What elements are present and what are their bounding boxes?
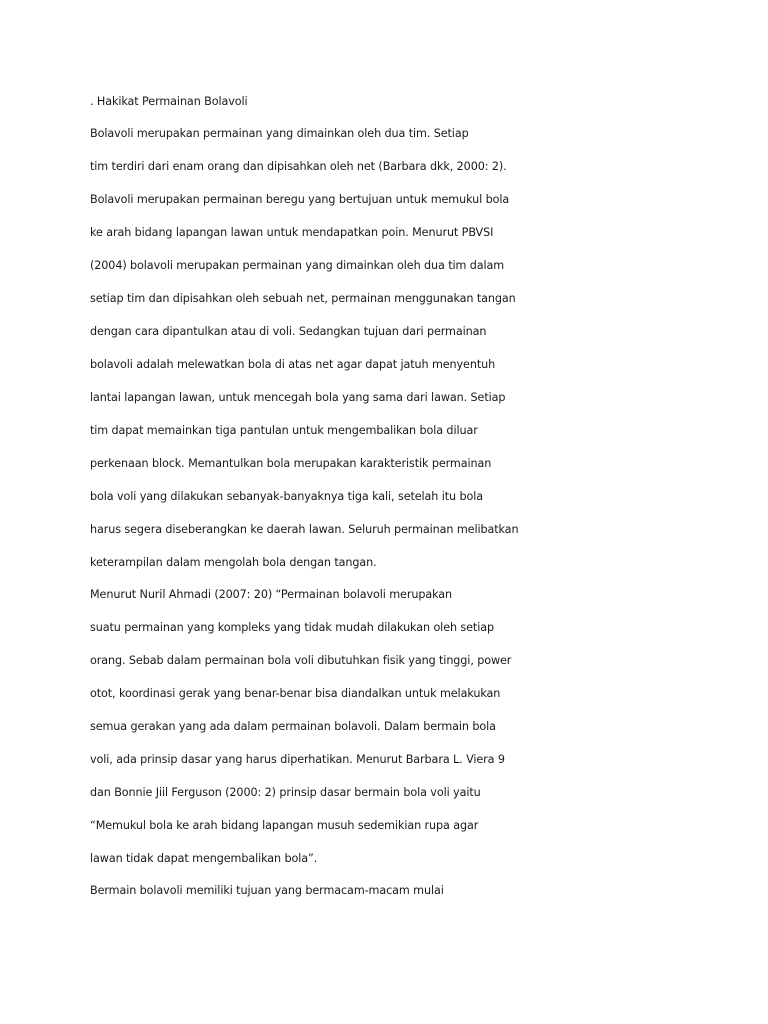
body-text-line: setiap tim dan dipisahkan oleh sebuah net, permainan menggunakan tangan xyxy=(90,292,516,305)
body-text-line: tim dapat memainkan tiga pantulan untuk mengembalikan bola diluar xyxy=(90,424,478,437)
body-text-line: (2004) bolavoli merupakan permainan yang dimainkan oleh dua tim dalam xyxy=(90,259,505,272)
body-text-line: orang. Sebab dalam permainan bola voli dibutuhkan fisik yang tinggi, power xyxy=(90,654,512,667)
body-text-line: “Memukul bola ke arah bidang lapangan musuh sedemikian rupa agar xyxy=(90,819,479,832)
body-text-line: tim terdiri dari enam orang dan dipisahkan oleh net (Barbara dkk, 2000: 2). xyxy=(90,160,507,173)
body-text-line: bola voli yang dilakukan sebanyak-banyaknya tiga kali, setelah itu bola xyxy=(90,490,484,503)
body-text-line: perkenaan block. Memantulkan bola merupakan karakteristik permainan xyxy=(90,457,492,470)
body-text-line: semua gerakan yang ada dalam permainan bolavoli. Dalam bermain bola xyxy=(90,720,496,733)
body-text-line: dengan cara dipantulkan atau di voli. Sedangkan tujuan dari permainan xyxy=(90,325,487,338)
body-text-line: lantai lapangan lawan, untuk mencegah bola yang sama dari lawan. Setiap xyxy=(90,391,506,404)
section-heading: . Hakikat Permainan Bolavoli xyxy=(90,95,248,108)
body-text-line: keterampilan dalam mengolah bola dengan tangan. xyxy=(90,556,377,569)
body-text-line: Bermain bolavoli memiliki tujuan yang bermacam-macam mulai xyxy=(90,884,444,897)
body-text-line: Menurut Nuril Ahmadi (2007: 20) “Permainan bolavoli merupakan xyxy=(90,588,453,601)
body-text-line: Bolavoli merupakan permainan yang dimainkan oleh dua tim. Setiap xyxy=(90,127,469,140)
body-text-line: bolavoli adalah melewatkan bola di atas net agar dapat jatuh menyentuh xyxy=(90,358,496,371)
body-text-line: otot, koordinasi gerak yang benar-benar bisa diandalkan untuk melakukan xyxy=(90,687,501,700)
body-text-line: ke arah bidang lapangan lawan untuk mendapatkan poin. Menurut PBVSI xyxy=(90,226,494,239)
body-text-line: dan Bonnie Jiil Ferguson (2000: 2) prinsip dasar bermain bola voli yaitu xyxy=(90,786,481,799)
body-text-line: lawan tidak dapat mengembalikan bola”. xyxy=(90,852,318,865)
body-text-line: Bolavoli merupakan permainan beregu yang bertujuan untuk memukul bola xyxy=(90,193,510,206)
body-text-line: harus segera diseberangkan ke daerah lawan. Seluruh permainan melibatkan xyxy=(90,523,519,536)
body-text-line: suatu permainan yang kompleks yang tidak mudah dilakukan oleh setiap xyxy=(90,621,494,634)
body-text-line: voli, ada prinsip dasar yang harus diperhatikan. Menurut Barbara L. Viera 9 xyxy=(90,753,505,766)
